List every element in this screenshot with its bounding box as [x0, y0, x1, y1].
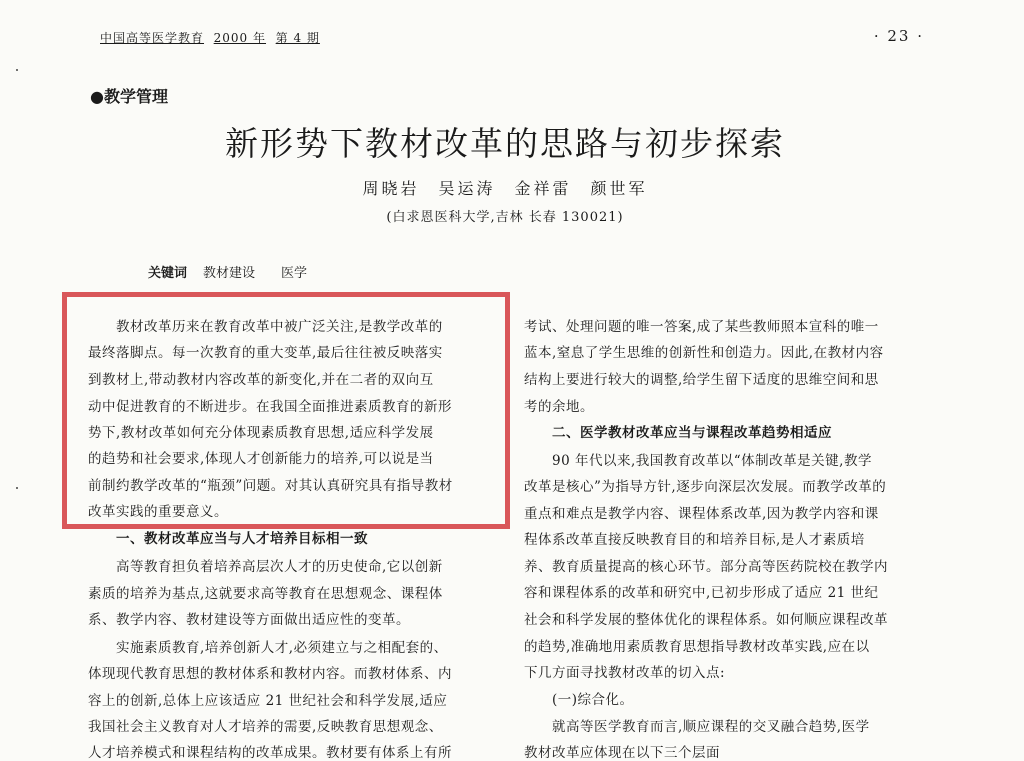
scan-speck — [16, 487, 18, 489]
body-line: 动中促进教育的不断进步。在我国全面推进素质教育的新形 — [88, 399, 452, 415]
article-title: 新形势下教材改革的思路与初步探索 — [225, 124, 785, 163]
body-line: 改革是核心”为指导方针,逐步向深层次发展。而教学改革的 — [524, 479, 887, 495]
body-line: 高等教育担负着培养高层次人才的历史使命,它以创新 — [116, 559, 443, 575]
body-line: 最终落脚点。每一次教育的重大变革,最后往往被反映落实 — [88, 345, 443, 361]
body-line: 我国社会主义教育对人才培养的需要,反映教育思想观念、 — [88, 719, 443, 735]
body-line: 养、教育质量提高的核心环节。部分高等医药院校在教学内 — [524, 559, 888, 575]
authors: 周晓岩 吴运涛 金祥雷 颜世军 — [362, 179, 648, 198]
journal-year: 2000 年 — [213, 31, 267, 45]
body-line: 人才培养模式和课程结构的改革成果。教材要有体系上有所 — [88, 745, 452, 761]
body-line: 重点和难点是教学内容、课程体系改革,因为教学内容和课 — [524, 506, 879, 522]
body-line: 社会和科学发展的整体优化的课程体系。如何顺应课程改革 — [524, 612, 888, 628]
body-line: 教材改革应体现在以下三个层面 — [524, 745, 720, 761]
body-line: 下几方面寻找教材改革的切入点: — [524, 665, 726, 681]
body-line: 系、教学内容、教材建设等方面做出适应性的变革。 — [88, 612, 410, 628]
journal-issue: 第 4 期 — [275, 31, 320, 45]
body-line: 的趋势和社会要求,体现人才创新能力的培养,可以说是当 — [88, 451, 434, 467]
section-heading: 一、教材改革应当与人才培养目标相一致 — [116, 531, 368, 547]
keywords — [148, 262, 333, 281]
affiliation: (白求恩医科大学,吉林 长春 130021) — [386, 210, 624, 225]
body-line: 结构上要进行较大的调整,给学生留下适度的思维空间和思 — [524, 372, 879, 388]
body-line: 考试、处理问题的唯一答案,成了某些教师照本宣科的唯一 — [524, 319, 879, 335]
body-line: 改革实践的重要意义。 — [88, 504, 228, 520]
body-line: 教材改革历来在教育改革中被广泛关注,是教学改革的 — [116, 319, 443, 335]
journal-name: 中国高等医学教育 — [100, 31, 205, 45]
body-line: 到教材上,带动教材内容改革的新变化,并在二者的双向互 — [88, 372, 434, 388]
body-line: 实施素质教育,培养创新人才,必须建立与之相配套的、 — [116, 640, 448, 656]
section-heading: 二、医学教材改革应当与课程改革趋势相适应 — [552, 425, 832, 441]
body-line: 容和课程体系的改革和研究中,已初步形成了适应 21 世纪 — [524, 585, 879, 601]
section-label: ●教学管理 — [90, 87, 168, 106]
body-line: 蓝本,窒息了学生思维的创新性和创造力。因此,在教材内容 — [524, 345, 884, 361]
page-number: · 23 · — [873, 27, 924, 45]
keyword: 教材建设 — [203, 266, 256, 281]
body-line: 就高等医学教育而言,顺应课程的交叉融合趋势,医学 — [552, 719, 870, 735]
keyword: 医学 — [281, 266, 308, 281]
body-line: 程体系改革直接反映教育目的和培养目标,是人才素质培 — [524, 532, 865, 548]
body-line: 容上的创新,总体上应该适应 21 世纪社会和科学发展,适应 — [88, 693, 448, 709]
keywords-label: 关键词 — [148, 266, 188, 281]
body-line: 的趋势,准确地用素质教育思想指导教材改革实践,应在以 — [524, 639, 870, 655]
body-line: 势下,教材改革如何充分体现素质教育思想,适应科学发展 — [88, 425, 434, 441]
body-line: 前制约教学改革的“瓶颈”问题。对其认真研究具有指导教材 — [88, 478, 453, 494]
scan-speck — [16, 69, 18, 71]
subsection-heading: (一)综合化。 — [552, 692, 634, 708]
running-header — [100, 29, 320, 46]
body-line: 素质的培养为基点,这就要求高等教育在思想观念、课程体 — [88, 586, 443, 602]
highlight-box — [62, 292, 510, 529]
body-line: 考的余地。 — [524, 399, 594, 415]
body-line: 体现现代教育思想的教材体系和教材内容。而教材体系、内 — [88, 666, 452, 682]
body-line: 90 年代以来,我国教育改革以“体制改革是关键,教学 — [552, 453, 872, 469]
